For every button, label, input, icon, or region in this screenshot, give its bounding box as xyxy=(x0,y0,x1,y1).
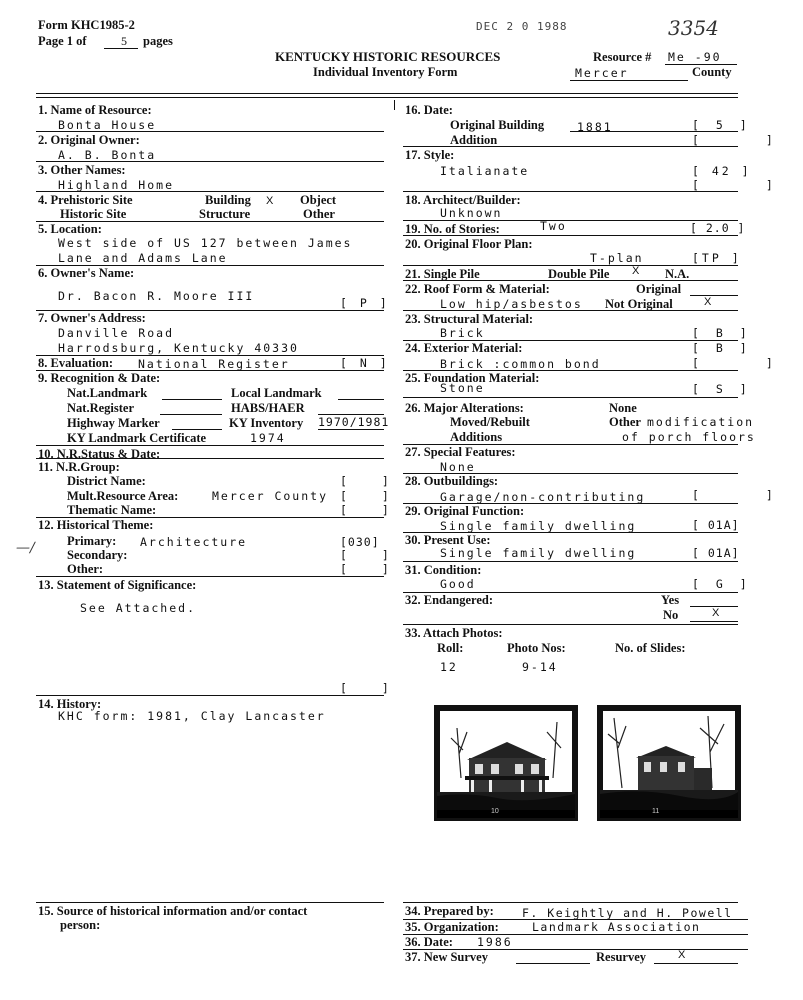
q14-label: 14. History: xyxy=(38,697,102,711)
q22-value: Low hip/asbestos xyxy=(440,297,583,311)
q12-primary-value: Architecture xyxy=(140,535,248,549)
q11-district-bracket: [ ] xyxy=(340,474,403,488)
q20-line xyxy=(403,265,738,266)
q8-code: [ N ] xyxy=(340,356,390,370)
q26-other-value-2: of porch floors xyxy=(622,430,756,444)
form-title: KENTUCKY HISTORIC RESOURCES xyxy=(275,49,501,64)
q4-historic-site: Historic Site xyxy=(60,207,127,221)
q17-code: [ 42 ] xyxy=(692,164,752,178)
q21-na: N.A. xyxy=(665,267,690,281)
photo-2-number: 11 xyxy=(652,808,660,815)
q7-label: 7. Owner's Address: xyxy=(38,311,146,325)
q9-ky-inventory-line xyxy=(318,429,384,430)
county-value: Mercer xyxy=(575,66,629,80)
q26-other-value-1: modification xyxy=(647,415,755,429)
q4-other: Other xyxy=(303,207,335,221)
q5-line1: West side of US 127 between James xyxy=(58,236,353,250)
q8-label: 8. Evaluation: xyxy=(38,356,114,370)
q33-roll: Roll: xyxy=(437,641,464,655)
q37-resurvey: Resurvey xyxy=(596,950,646,964)
q17-code-2: [ ] xyxy=(692,178,803,192)
q30-label: 30. Present Use: xyxy=(405,533,491,547)
q32-yes: Yes xyxy=(661,593,680,607)
q1-label: 1. Name of Resource: xyxy=(38,103,152,117)
q26-other: Other xyxy=(609,415,641,429)
county-label: County xyxy=(692,65,732,79)
q33-label: 33. Attach Photos: xyxy=(405,626,503,640)
q27-label: 27. Special Features: xyxy=(405,445,516,459)
q20-code: [TP ] xyxy=(692,251,742,265)
q24-value: Brick :common bond xyxy=(440,357,601,371)
q12-line xyxy=(36,576,384,577)
q11-mult-bracket: [ ] xyxy=(340,489,403,503)
q23-value: Brick xyxy=(440,326,485,340)
q4-structure: Structure xyxy=(199,207,251,221)
q11-thematic: Thematic Name: xyxy=(67,503,157,517)
q29-code: [ 01A] xyxy=(692,518,740,532)
q13-line xyxy=(36,695,384,696)
q23-label: 23. Structural Material: xyxy=(405,312,534,326)
q31-code: [ G ] xyxy=(692,577,752,591)
q26-none: None xyxy=(609,401,637,415)
page-total: 5 xyxy=(121,34,127,48)
q9-nat-register-line xyxy=(160,414,222,415)
q17-line xyxy=(403,191,738,192)
q12-primary-code: [030] xyxy=(340,535,380,549)
q18-line xyxy=(403,220,738,221)
q33-roll-value: 12 xyxy=(440,660,458,674)
q16-label: 16. Date: xyxy=(405,103,453,117)
q24-code: [ B ] xyxy=(692,341,752,355)
q19-line xyxy=(403,235,738,236)
q36-value: 1986 xyxy=(477,935,513,949)
q32-no-mark: X xyxy=(712,607,720,619)
q13-value: See Attached. xyxy=(80,601,197,615)
q9-label: 9. Recognition & Date: xyxy=(38,371,161,385)
q9-nat-landmark: Nat.Landmark xyxy=(67,386,148,400)
q17-label: 17. Style: xyxy=(405,148,455,162)
page-count-suffix: pages xyxy=(143,34,173,48)
house-photo-front xyxy=(437,708,575,818)
q12-secondary-bracket: [ ] xyxy=(340,548,403,562)
q11-label: 11. N.R.Group: xyxy=(38,460,120,474)
q25-value: Stone xyxy=(440,381,485,395)
q16-original-building: Original Building xyxy=(450,118,545,132)
q32-no: No xyxy=(663,608,679,622)
header-rule-bottom xyxy=(36,97,738,98)
q21-double-pile: Double Pile xyxy=(548,267,610,281)
q9-ky-landmark: KY Landmark Certificate xyxy=(67,431,207,445)
q32-line xyxy=(403,624,738,625)
q9-ky-inventory-value: 1970/1981 xyxy=(318,415,390,429)
q9-highway-line xyxy=(172,429,222,430)
q18-value: Unknown xyxy=(440,206,503,220)
q30-code: [ 01A] xyxy=(692,546,740,560)
q9-habs: HABS/HAER xyxy=(231,401,305,415)
q21-single-pile: 21. Single Pile xyxy=(405,267,480,281)
q15-top-line xyxy=(36,902,384,903)
q22-original: Original xyxy=(636,282,682,296)
q22-not-original: Not Original xyxy=(605,297,673,311)
q11-district: District Name: xyxy=(67,474,146,488)
page-total-line xyxy=(104,48,138,49)
q12-other-bracket: [ ] xyxy=(340,562,403,576)
q9-line xyxy=(36,445,384,446)
q30-value: Single family dwelling xyxy=(440,546,637,560)
q25-code: [ S ] xyxy=(692,382,752,396)
q7-line2: Harrodsburg, Kentucky 40330 xyxy=(58,341,299,355)
q5-line2: Lane and Adams Lane xyxy=(58,251,228,265)
q9-nat-landmark-line xyxy=(162,399,222,400)
q11-mult-value: Mercer County xyxy=(212,489,329,503)
q29-value: Single family dwelling xyxy=(440,519,637,533)
q32-no-line xyxy=(690,621,738,622)
q18-label: 18. Architect/Builder: xyxy=(405,193,521,207)
q10-label: 10. N.R.Status & Date: xyxy=(38,447,161,461)
q15-label: 15. Source of historical information and/or contact xyxy=(38,904,308,918)
q26-label: 26. Major Alterations: xyxy=(405,401,524,415)
q16-original-code: [ 5 ] xyxy=(692,118,752,132)
q25-line xyxy=(403,397,738,398)
q22-original-line xyxy=(690,295,738,296)
q16-original-line xyxy=(570,131,738,132)
county-line xyxy=(570,80,688,81)
q13-bracket: [ ] xyxy=(340,681,403,695)
q19-label: 19. No. of Stories: xyxy=(405,222,500,236)
q21-double-mark: X xyxy=(632,265,640,277)
q28-code: [ ] xyxy=(692,488,803,502)
q26-additions: Additions xyxy=(450,430,503,444)
q24-code-2: [ ] xyxy=(692,356,803,370)
q34-label: 34. Prepared by: xyxy=(405,904,494,918)
q29-label: 29. Original Function: xyxy=(405,504,525,518)
q33-slides: No. of Slides: xyxy=(615,641,686,655)
q15-label-2: person: xyxy=(60,918,101,932)
q20-value: T-plan xyxy=(590,251,644,265)
q34-top-line xyxy=(403,902,738,903)
q31-value: Good xyxy=(440,577,476,591)
photo-1-number: 10 xyxy=(491,808,499,815)
q11-thematic-bracket: [ ] xyxy=(340,503,403,517)
q10-line xyxy=(36,458,384,459)
q37-resurvey-mark: X xyxy=(678,949,686,961)
q3-line xyxy=(36,191,384,192)
q22-mark: X xyxy=(704,296,712,308)
q14-value: KHC form: 1981, Clay Lancaster xyxy=(58,709,326,723)
q9-ky-landmark-value: 1974 xyxy=(250,431,286,445)
page-count-prefix: Page 1 of xyxy=(38,34,87,48)
q4-label: 4. Prehistoric Site xyxy=(38,193,133,207)
q4-building: Building xyxy=(205,193,251,207)
form-subtitle: Individual Inventory Form xyxy=(313,65,458,79)
house-photo-side xyxy=(600,708,738,818)
q1-line xyxy=(36,131,384,132)
q30-line xyxy=(403,561,738,562)
q35-value: Landmark Association xyxy=(532,920,701,934)
q27-value: None xyxy=(440,460,476,474)
q16-line xyxy=(403,146,738,147)
q6-label: 6. Owner's Name: xyxy=(38,266,135,280)
resource-number-label: Resource # xyxy=(593,50,652,64)
q21-line xyxy=(403,280,738,281)
column-divider xyxy=(394,100,395,110)
q25-label: 25. Foundation Material: xyxy=(405,371,540,385)
q34-value: F. Keightly and H. Powell xyxy=(522,906,733,920)
q7-line1: Danville Road xyxy=(58,326,175,340)
q22-label: 22. Roof Form & Material: xyxy=(405,282,550,296)
q12-label: 12. Historical Theme: xyxy=(38,518,154,532)
q28-value: Garage/non-contributing xyxy=(440,490,646,504)
q17-value: Italianate xyxy=(440,164,530,178)
q1-value: Bonta House xyxy=(58,118,157,132)
q4-building-mark: X xyxy=(266,195,274,207)
q5-label: 5. Location: xyxy=(38,222,102,236)
q35-label: 35. Organization: xyxy=(405,920,499,934)
q33-photo-value: 9-14 xyxy=(522,660,558,674)
q28-label: 28. Outbuildings: xyxy=(405,474,499,488)
q36-label: 36. Date: xyxy=(405,935,453,949)
q2-line xyxy=(36,161,384,162)
q37-new-survey-line xyxy=(516,963,590,964)
q12-secondary: Secondary: xyxy=(67,548,128,562)
q4-object: Object xyxy=(300,193,337,207)
form-id: Form KHC1985-2 xyxy=(38,18,135,32)
q37-resurvey-line xyxy=(654,963,738,964)
header-rule-top xyxy=(36,93,738,94)
q24-label: 24. Exterior Material: xyxy=(405,341,523,355)
q3-value: Highland Home xyxy=(58,178,175,192)
handwritten-number: 3354 xyxy=(668,16,719,40)
q37-label: 37. New Survey xyxy=(405,950,488,964)
q3-label: 3. Other Names: xyxy=(38,163,126,177)
q2-label: 2. Original Owner: xyxy=(38,133,140,147)
resource-number-value: Me -90 xyxy=(668,50,722,64)
q16-addition: Addition xyxy=(450,133,498,147)
q9-ky-inventory: KY Inventory xyxy=(229,416,304,430)
q11-mult-resource: Mult.Resource Area: xyxy=(67,489,179,503)
q9-local-landmark: Local Landmark xyxy=(231,386,322,400)
q16-addition-code: [ ] xyxy=(692,133,803,147)
q19-code: [ 2.0 ] xyxy=(690,221,746,235)
q19-value: Two xyxy=(540,219,567,233)
q8-value: National Register xyxy=(138,357,290,371)
q35-line xyxy=(403,934,748,935)
q9-nat-register: Nat.Register xyxy=(67,401,134,415)
received-date-stamp: DEC 2 0 1988 xyxy=(476,20,568,33)
q12-other: Other: xyxy=(67,562,104,576)
q23-code: [ B ] xyxy=(692,326,752,340)
handwritten-dash-mark: —∕ xyxy=(16,540,35,556)
q2-value: A. B. Bonta xyxy=(58,148,157,162)
q20-label: 20. Original Floor Plan: xyxy=(405,237,533,251)
q33-photo-nos: Photo Nos: xyxy=(507,641,566,655)
q9-highway-marker: Highway Marker xyxy=(67,416,160,430)
q22-line xyxy=(403,310,738,311)
q13-label: 13. Statement of Significance: xyxy=(38,578,197,592)
q31-label: 31. Condition: xyxy=(405,563,482,577)
q32-label: 32. Endangered: xyxy=(405,593,493,607)
q6-value: Dr. Bacon R. Moore III xyxy=(58,289,255,303)
q12-primary: Primary: xyxy=(67,534,117,548)
q16-original-value: 1881 xyxy=(577,120,613,134)
q6-code: [ P ] xyxy=(340,296,390,310)
q9-local-landmark-line xyxy=(338,399,384,400)
q26-moved: Moved/Rebuilt xyxy=(450,415,530,429)
